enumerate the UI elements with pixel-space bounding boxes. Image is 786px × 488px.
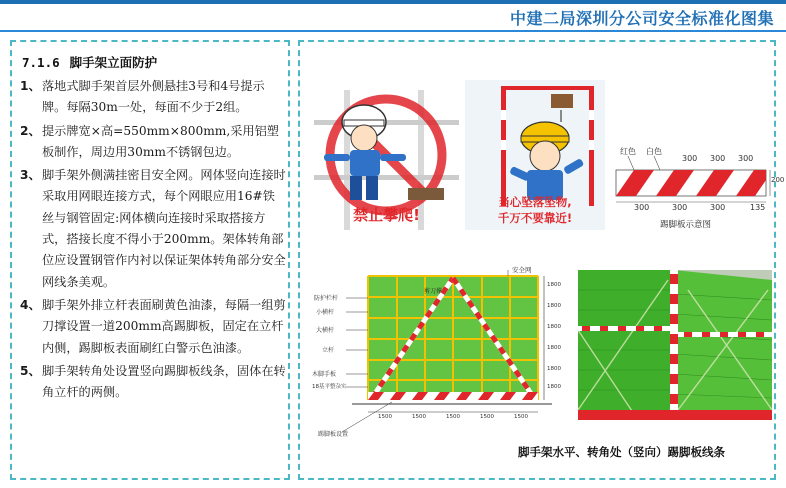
- item-number: 5、: [20, 363, 41, 378]
- page-header: [0, 0, 786, 32]
- dim-bottom-4: 135: [750, 203, 766, 212]
- elev-dim-bottom-4: 1500: [480, 414, 494, 420]
- scaffold-elevation-drawing: [312, 262, 566, 442]
- elev-center-label: 剪刀撑: [424, 288, 443, 295]
- falling-warning-line1: 当心坠落坠物,: [498, 195, 572, 209]
- section-title: 脚手架立面防护: [69, 55, 158, 70]
- document-title: 中建二局深圳分公司安全标准化图集: [509, 9, 774, 28]
- dim-bottom-2: 300: [672, 203, 688, 212]
- header-band: [0, 0, 786, 4]
- item-text: 脚手架外排立杆表面刷黄色油漆，每隔一组剪刀撑设置一道200mm高踢脚板，固定在立杆内侧，踢脚板表面刷红白警示色油漆。: [42, 297, 286, 355]
- list-item: [20, 165, 286, 293]
- list-item: [20, 361, 286, 404]
- no-climbing-text: 禁止攀爬!: [353, 206, 420, 224]
- kickboard-diagram: [610, 140, 785, 230]
- elev-dim-right-6: 1800: [547, 384, 561, 390]
- photo-caption: 脚手架水平、转角处（竖向）踢脚板线条: [518, 445, 725, 459]
- item-text: 脚手架转角处设置竖向踢脚板线条，固体在转角立杆的两侧。: [42, 363, 286, 400]
- elev-dim-right-5: 1800: [547, 366, 561, 372]
- item-text: 脚手架外侧满挂密目安全网。网体竖向连接时采取用网眼连接方式，每个网眼应用16#铁丝与钢管固定:网体横向连接时采取搭接方式，搭接长度不得小于200mm。架体转角部位应设置钢管作内衬以保证架体转角部分安全网线条美观。: [42, 168, 286, 289]
- dim-top-3: 300: [738, 154, 754, 163]
- dim-bottom-1: 300: [634, 203, 650, 212]
- text-panel: [10, 40, 290, 480]
- elev-dim-bottom-2: 1500: [412, 414, 426, 420]
- list-item: [20, 121, 286, 164]
- elev-label-upright: 立杆: [322, 347, 335, 354]
- elev-dim-right-4: 1800: [547, 345, 561, 351]
- item-number: 2、: [20, 123, 41, 138]
- list-item: [20, 76, 286, 119]
- item-number: 4、: [20, 297, 41, 312]
- corner-photo-svg: [578, 270, 772, 420]
- elev-label-base: 18基平整杂实: [312, 384, 347, 390]
- elev-label-big-bar: 大横杆: [316, 327, 335, 334]
- item-text: 落地式脚手架首层外侧悬挂3号和4号提示牌。每隔30m一处，每面不少于2组。: [42, 79, 265, 115]
- falling-warning-line2: 千万不要靠近!: [497, 211, 573, 225]
- elev-dim-bottom-1: 1500: [378, 414, 392, 420]
- elev-dim-right-2: 1800: [547, 303, 561, 309]
- elev-label-small-bar: 小横杆: [316, 309, 335, 316]
- elev-top-label: 安全网: [512, 266, 532, 274]
- dim-bottom-3: 300: [710, 203, 726, 212]
- dim-top-2: 300: [710, 154, 726, 163]
- item-number: 1、: [20, 79, 41, 93]
- label-white: 白色: [646, 147, 662, 156]
- elev-label-guardrail: 防护栏杆: [314, 295, 339, 302]
- list-item: [20, 295, 286, 359]
- scaffold-corner-photo: [578, 270, 772, 420]
- dim-height: 200: [771, 176, 785, 184]
- section-heading: [22, 53, 157, 71]
- no-climbing-sign: [314, 80, 459, 230]
- requirement-list: [20, 76, 286, 405]
- dim-top-1: 300: [682, 154, 698, 163]
- elev-dim-right-3: 1800: [547, 324, 561, 330]
- header-rule: [0, 30, 786, 32]
- kickboard-stripes: [610, 140, 778, 230]
- kickboard-caption: 踢脚板示意图: [660, 220, 712, 230]
- elev-dim-bottom-3: 1500: [446, 414, 460, 420]
- elev-label-plank: 木脚手板: [312, 371, 337, 378]
- elev-bottom-label: 踢脚板设置: [318, 431, 349, 438]
- label-red: 红色: [620, 147, 636, 156]
- item-text: 提示牌宽×高=550mm×800mm,采用铝塑板制作，周边用30mm不锈钢包边。: [42, 123, 279, 159]
- elev-dim-bottom-5: 1500: [514, 414, 528, 420]
- falling-objects-sign: [465, 80, 605, 230]
- elev-dim-right-1: 1800: [547, 282, 561, 288]
- section-number: 7.1.6: [22, 55, 60, 70]
- item-number: 3、: [20, 168, 41, 183]
